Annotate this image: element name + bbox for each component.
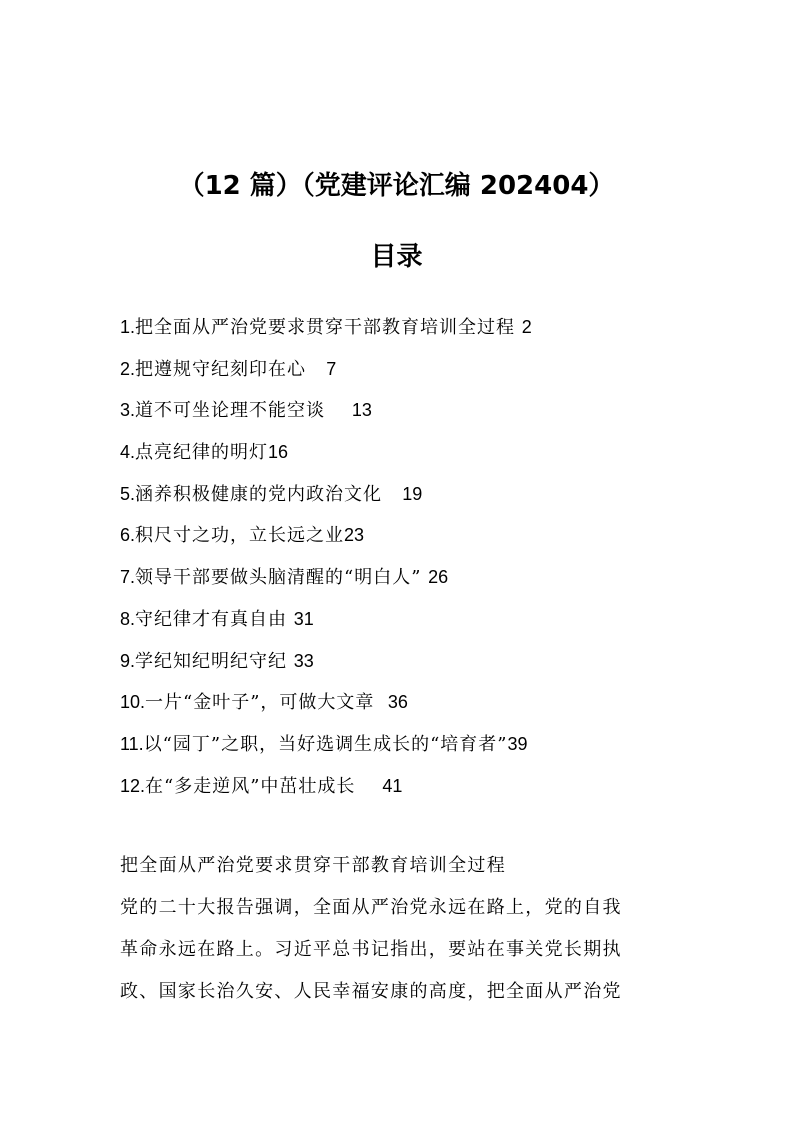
toc-item-title: 以“园丁”之职，当好选调生成长的“培育者”: [143, 733, 508, 755]
toc-item-title: 一片“金叶子”，可做大文章: [145, 692, 388, 714]
toc-item[interactable]: [120, 600, 532, 642]
toc-item-title: 涵养积极健康的党内政治文化: [135, 483, 403, 505]
toc-item-page: 2: [521, 317, 532, 337]
toc-item[interactable]: [120, 725, 532, 767]
toc-item-number: 2.: [120, 358, 136, 379]
toc-item[interactable]: [120, 767, 532, 809]
paragraph-line: 革命永远在路上。习近平总书记指出，要站在事关党长期执: [120, 939, 622, 960]
toc-item-number: 10.: [120, 692, 146, 713]
paragraph-line: 党的二十大报告强调，全面从严治党永远在路上，党的自我: [120, 897, 622, 918]
toc-item[interactable]: [120, 308, 532, 350]
toc-item-page: 39: [507, 733, 528, 754]
toc-item-title: 把遵规守纪刻印在心: [135, 358, 327, 380]
toc-item-title: 把全面从严治党要求贯穿干部教育培训全过程: [135, 317, 522, 338]
toc-item[interactable]: [120, 475, 532, 517]
toc-item[interactable]: [120, 683, 532, 725]
toc-item-number: 12.: [120, 775, 146, 796]
toc-item-number: 3.: [120, 400, 136, 421]
toc-item[interactable]: [120, 642, 532, 684]
toc-item-page: 31: [293, 608, 314, 629]
page-title: （12 篇）（党建评论汇编 202404）: [178, 171, 615, 201]
toc-item-number: 8.: [120, 608, 136, 629]
toc-item-page: 26: [428, 567, 449, 588]
toc-item[interactable]: [120, 516, 532, 558]
toc-item-page: 23: [344, 525, 365, 546]
toc-item-number: 9.: [120, 650, 136, 671]
table-of-contents: [120, 308, 532, 808]
toc-item-number: 7.: [120, 567, 136, 588]
toc-item-page: 36: [387, 692, 408, 713]
toc-item-number: 4.: [120, 442, 136, 463]
toc-item-number: 6.: [120, 525, 136, 546]
toc-item[interactable]: [120, 558, 532, 600]
toc-item-title: 领导干部要做头脑清醒的“明白人”: [135, 567, 429, 589]
toc-item-page: 41: [382, 775, 403, 796]
article-body: [120, 846, 680, 1014]
toc-item-title: 点亮纪律的明灯: [135, 442, 269, 464]
toc-item-number: 1.: [120, 317, 136, 337]
toc-item-title: 道不可坐论理不能空谈: [135, 400, 352, 422]
toc-item-number: 11.: [120, 733, 144, 754]
toc-item-title: 守纪律才有真自由: [135, 608, 294, 630]
toc-item-page: 7: [326, 358, 337, 379]
article-heading: 把全面从严治党要求贯穿干部教育培训全过程: [120, 855, 506, 876]
paragraph-line: 政、国家长治久安、人民幸福安康的高度，把全面从严治党: [120, 981, 622, 1002]
toc-heading: 目录: [370, 242, 423, 272]
toc-item-title: 积尺寸之功，立长远之业: [135, 525, 345, 547]
toc-item-page: 13: [351, 400, 372, 421]
toc-item-title: 学纪知纪明纪守纪: [135, 650, 294, 672]
toc-item-page: 16: [268, 442, 289, 463]
toc-item-title: 在“多走逆风”中茁壮成长: [145, 775, 383, 797]
toc-item[interactable]: [120, 350, 532, 392]
toc-item[interactable]: [120, 391, 532, 433]
toc-item-page: 19: [402, 483, 423, 504]
toc-item-page: 33: [293, 650, 314, 671]
toc-item[interactable]: [120, 433, 532, 475]
toc-item-number: 5.: [120, 483, 136, 504]
